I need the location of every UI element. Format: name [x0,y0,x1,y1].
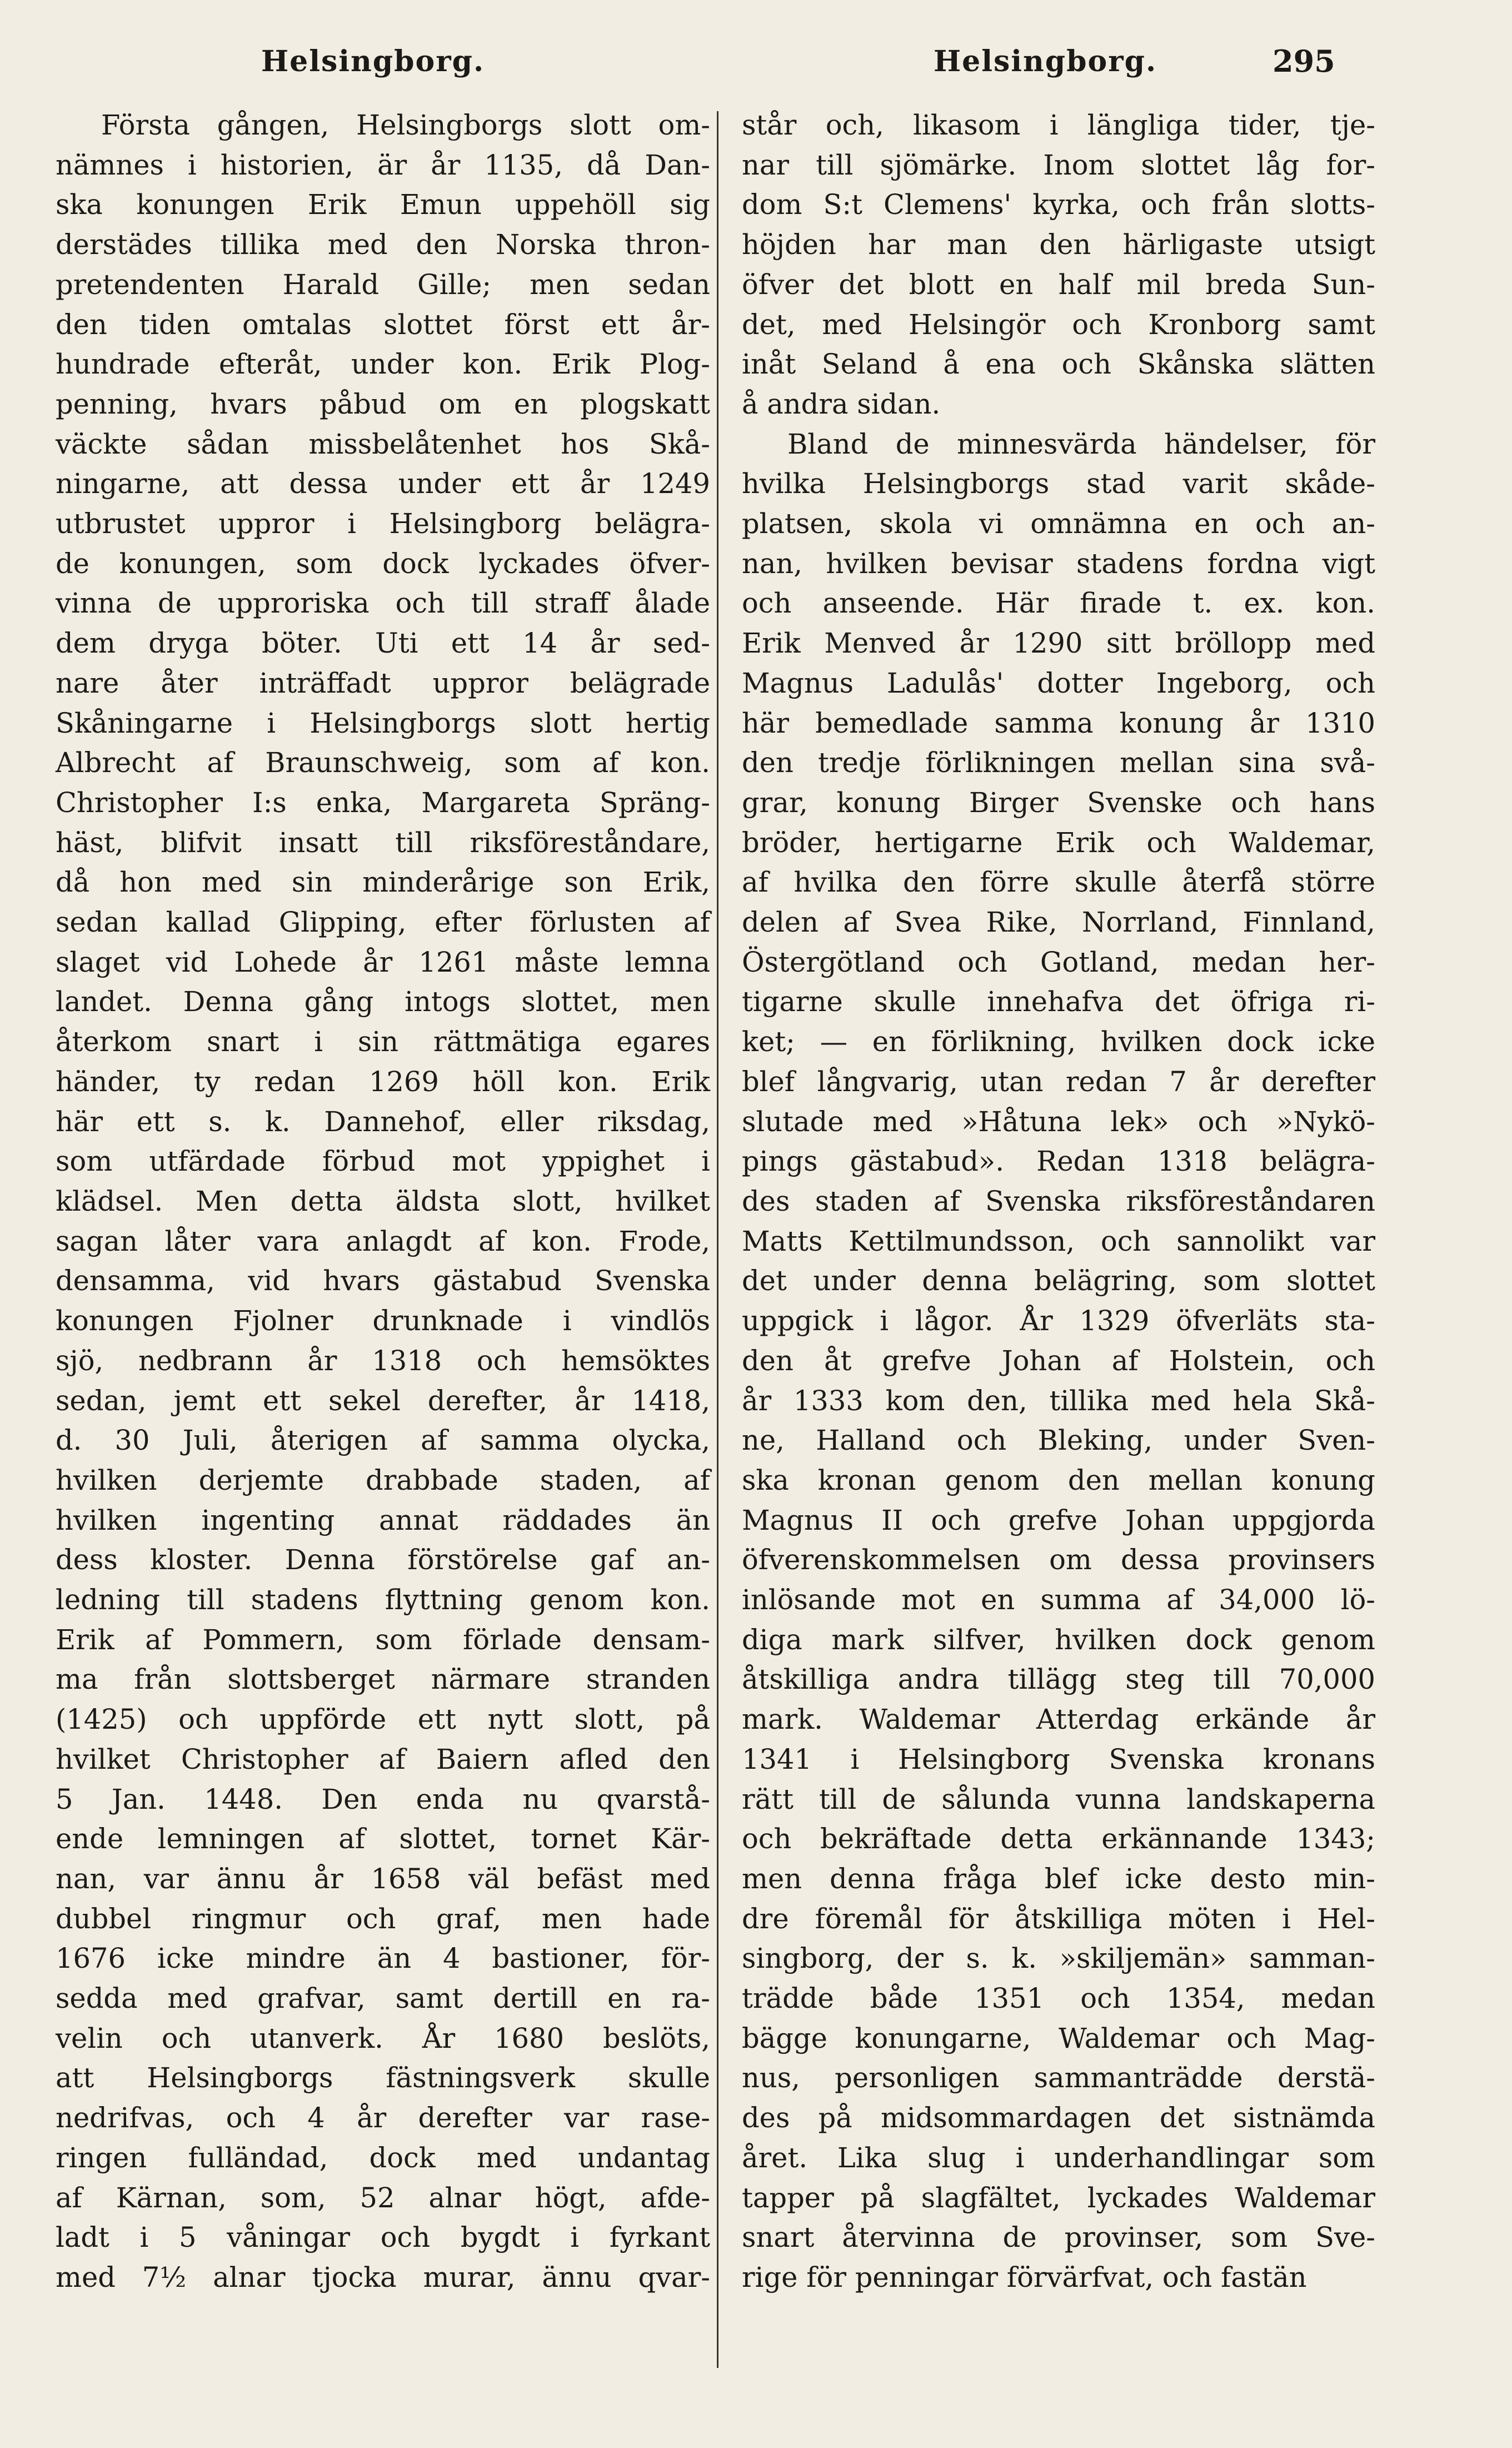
text-line: ma från slottsberget närmare stranden [56,1663,710,1696]
text-line: 1676 icke mindre än 4 bastioner, för- [56,1942,710,1975]
text-line: dess kloster. Denna förstörelse gaf an- [56,1544,710,1576]
text-line: å andra sidan. [742,387,941,420]
text-line: slutade med »Håtuna lek» och »Nykö- [742,1105,1375,1138]
text-line: åtskilliga andra tillägg steg till 70,000 [742,1663,1375,1696]
text-line: det under denna belägring, som slottet [742,1265,1375,1297]
text-line: ska kronan genom den mellan konung [742,1464,1375,1496]
text-line: 5 Jan. 1448. Den enda nu qvarstå- [56,1783,710,1815]
text-line: ne, Halland och Bleking, under Sven- [742,1424,1375,1457]
text-line: vinna de upproriska och till straff ålade [56,587,710,620]
page-number: 295 [1273,43,1335,79]
text-line: Erik af Pommern, som förlade densam- [56,1623,710,1656]
text-line: Albrecht af Braunschweig, som af kon. [56,747,710,779]
text-line: bröder, hertigarne Erik och Waldemar, [742,826,1375,859]
text-line: här bemedlade samma konung år 1310 [742,706,1375,739]
text-line: penning, hvars påbud om en plogskatt [56,387,710,420]
text-line: nar till sjömärke. Inom slottet låg for- [742,148,1375,181]
text-line: Magnus II och grefve Johan uppgjorda [742,1504,1375,1536]
text-line: nan, hvilken bevisar stadens fordna vigt [742,547,1375,580]
text-line: hvilken ingenting annat räddades än [56,1504,710,1536]
text-line: derstädes tillika med den Norska thron- [56,228,710,261]
text-line: rätt till de sålunda vunna landskaperna [742,1783,1375,1815]
text-line: af hvilka den förre skulle återfå större [742,866,1375,899]
text-line: men denna fråga blef icke desto min- [742,1862,1375,1895]
text-line: den tiden omtalas slottet först ett år- [56,308,710,341]
text-line: des på midsommardagen det sistnämda [742,2102,1375,2134]
text-line: pings gästabud». Redan 1318 belägra- [742,1145,1375,1178]
text-line: ningarne, att dessa under ett år 1249 [56,467,710,500]
column-divider [717,111,718,2368]
text-line: snart återvinna de provinser, som Sve- [742,2221,1375,2254]
text-line: ket; — en förlikning, hvilken dock icke [742,1026,1375,1058]
text-line: ladt i 5 våningar och bygdt i fyrkant [56,2221,710,2254]
text-line: nan, var ännu år 1658 väl befäst med [56,1862,710,1895]
text-line: bägge konungarne, Waldemar och Mag- [742,2022,1375,2054]
text-line: trädde både 1351 och 1354, medan [742,1982,1375,2015]
right-column [742,106,1375,2298]
text-line: ska konungen Erik Emun uppehöll sig [56,188,710,221]
text-line: den tredje förlikningen mellan sina svå- [742,747,1375,779]
text-line: velin och utanverk. År 1680 beslöts, [56,2022,710,2054]
text-line: hvilken derjemte drabbade staden, af [56,1464,710,1496]
text-line: Matts Kettilmundsson, och sannolikt var [742,1225,1375,1257]
text-line: slaget vid Lohede år 1261 måste lemna [56,946,710,978]
text-line: des staden af Svenska riksföreståndaren [742,1185,1375,1217]
text-line: sedan kallad Glipping, efter förlusten af [56,906,710,939]
text-line: dem dryga böter. Uti ett 14 år sed- [56,627,710,660]
text-line: öfverenskommelsen om dessa provinsers [742,1544,1375,1576]
text-line: landet. Denna gång intogs slottet, men [56,986,710,1018]
text-line: och bekräftade detta erkännande 1343; [742,1823,1375,1855]
text-line: singborg, der s. k. »skiljemän» samman- [742,1942,1375,1975]
text-line: och anseende. Här firade t. ex. kon. [742,587,1375,620]
text-line: sagan låter vara anlagdt af kon. Frode, [56,1225,710,1257]
text-line: inåt Seland å ena och Skånska slätten [742,348,1375,381]
text-line: öfver det blott en half mil breda Sun- [742,268,1375,301]
text-line: 1341 i Helsingborg Svenska kronans [742,1743,1375,1775]
text-line: nedrifvas, och 4 år derefter var rase- [56,2102,710,2134]
text-line: delen af Svea Rike, Norrland, Finnland, [742,906,1375,939]
left-column [56,106,710,2298]
text-line: af Kärnan, som, 52 alnar högt, afde- [56,2181,710,2214]
text-line: sjö, nedbrann år 1318 och hemsöktes [56,1344,710,1377]
text-line: Första gången, Helsingborgs slott om- [101,109,710,141]
text-line: året. Lika slug i underhandlingar som [742,2141,1375,2174]
text-line: väckte sådan missbelåtenhet hos Skå- [56,427,710,460]
text-line: pretendenten Harald Gille; men sedan [56,268,710,301]
text-line: klädsel. Men detta äldsta slott, hvilket [56,1185,710,1217]
text-line: nare åter inträffadt uppror belägrade [56,666,710,699]
text-line: det, med Helsingör och Kronborg samt [742,308,1375,341]
text-line: Magnus Ladulås' dotter Ingeborg, och [742,666,1375,699]
text-line: grar, konung Birger Svenske och hans [742,786,1375,819]
text-line: hvilket Christopher af Baiern afled den [56,1743,710,1775]
text-line: tigarne skulle innehafva det öfriga ri- [742,986,1375,1018]
text-line: år 1333 kom den, tillika med hela Skå- [742,1384,1375,1417]
text-line: ende lemningen af slottet, tornet Kär- [56,1823,710,1855]
text-line: dre föremål för åtskilliga möten i Hel- [742,1902,1375,1935]
text-line: tapper på slagfältet, lyckades Waldemar [742,2181,1375,2214]
text-line: Skåningarne i Helsingborgs slott hertig [56,706,710,739]
text-line: d. 30 Juli, återigen af samma olycka, [56,1424,710,1457]
text-line: hvilka Helsingborgs stad varit skåde- [742,467,1375,500]
text-line: de konungen, som dock lyckades öfver- [56,547,710,580]
text-line: som utfärdade förbud mot yppighet i [56,1145,710,1178]
text-line: den åt grefve Johan af Holstein, och [742,1344,1375,1377]
text-line: densamma, vid hvars gästabud Svenska [56,1265,710,1297]
text-line: med 7½ alnar tjocka murar, ännu qvar- [56,2261,710,2293]
text-line: hundrade efteråt, under kon. Erik Plog- [56,348,710,381]
text-line: utbrustet uppror i Helsingborg belägra- [56,507,710,540]
text-line: händer, ty redan 1269 höll kon. Erik [56,1065,710,1098]
text-line: då hon med sin minderårige son Erik, [56,866,710,899]
text-line: dom S:t Clemens' kyrka, och från slotts- [742,188,1375,221]
text-line: häst, blifvit insatt till riksföreståndare, [56,826,710,859]
running-header-left: Helsingborg. [261,44,485,78]
text-line: Christopher I:s enka, Margareta Spräng- [56,786,710,819]
text-line: sedan, jemt ett sekel derefter, år 1418, [56,1384,710,1417]
text-line: diga mark silfver, hvilken dock genom [742,1623,1375,1656]
text-line: Östergötland och Gotland, medan her- [742,946,1375,978]
text-line: att Helsingborgs fästningsverk skulle [56,2062,710,2094]
text-line: blef långvarig, utan redan 7 år derefter [742,1065,1375,1098]
text-line: uppgick i lågor. År 1329 öfverläts sta- [742,1305,1375,1337]
text-line: Erik Menved år 1290 sitt bröllopp med [742,627,1375,660]
running-header-right: Helsingborg. [934,44,1157,78]
text-line: inlösande mot en summa af 34,000 lö- [742,1584,1375,1616]
text-line: rige för penningar förvärfvat, och fastän [742,2261,1307,2293]
text-line: mark. Waldemar Atterdag erkände år [742,1703,1375,1736]
text-line: nämnes i historien, är år 1135, då Dan- [56,148,710,181]
text-line: ledning till stadens flyttning genom kon. [56,1584,710,1616]
text-line: höjden har man den härligaste utsigt [742,228,1375,261]
text-line: platsen, skola vi omnämna en och an- [742,507,1375,540]
text-line: dubbel ringmur och graf, men hade [56,1902,710,1935]
text-line: här ett s. k. Dannehof, eller riksdag, [56,1105,710,1138]
text-line: ringen fulländad, dock med undantag [56,2141,710,2174]
text-line: (1425) och uppförde ett nytt slott, på [56,1703,710,1736]
text-line: återkom snart i sin rättmätiga egares [56,1026,710,1058]
text-line: står och, likasom i längliga tider, tje- [742,109,1375,141]
text-line: sedda med grafvar, samt dertill en ra- [56,1982,710,2015]
text-line: nus, personligen sammanträdde derstä- [742,2062,1375,2094]
text-line: konungen Fjolner drunknade i vindlös [56,1305,710,1337]
text-line: Bland de minnesvärda händelser, för [787,427,1375,460]
